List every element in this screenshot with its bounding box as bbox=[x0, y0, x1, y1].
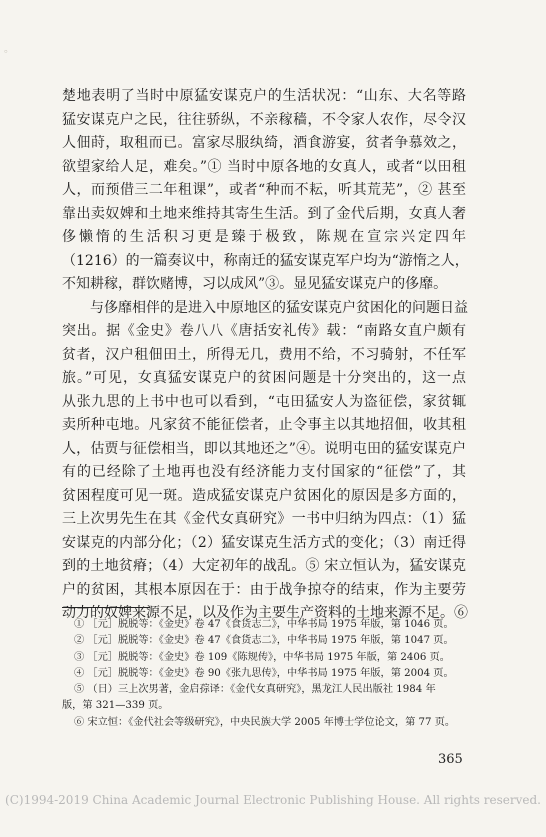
body-line: 侈懒惰的生活积习更是臻于极致，陈规在宣宗兴定四年 bbox=[62, 229, 466, 245]
footnote-divider bbox=[62, 607, 150, 608]
footnote: ⑥ 宋立恒：《金代社会等级研究》，中央民族大学 2005 年博士学位论文，第 77 页。 bbox=[74, 716, 456, 728]
body-line: 不知耕稼，群饮赌博，习以成风”③。显见猛安谋克户的侈靡。 bbox=[62, 276, 448, 292]
body-line: 户的贫困，其根本原因在于：由于战争掠夺的结束，作为主要劳 bbox=[62, 581, 466, 598]
footnote: ④ ［元］脱脱等：《金史》卷 90《张九思传》，中华书局 1975 年版，第 2004 页。 bbox=[74, 667, 454, 679]
body-line: 贫者，汉户租佃田土，所得无几，费用不给，不习骑射，不任军 bbox=[62, 346, 466, 363]
body-line: 动力的奴婢来源不足，以及作为主要生产资料的土地来源不足。⑥ bbox=[62, 605, 468, 621]
body-line: 与侈靡相伴的是进入中原地区的猛安谋克户贫困化的问题日益 bbox=[90, 299, 468, 316]
body-line: 有的已经除了土地再也没有经济能力支付国家的“征偿”了，其 bbox=[62, 464, 466, 480]
body-line: 楚地表明了当时中原猛安谋克户的生活状况：“山东、大名等路 bbox=[62, 88, 466, 104]
body-line: 贫困程度可见一斑。造成猛安谋克户贫困化的原因是多方面的， bbox=[62, 487, 466, 504]
body-text bbox=[62, 85, 469, 626]
page-number: 365 bbox=[438, 752, 463, 767]
footnote: ⑤ （日）三上次男著，金启孮译：《金代女真研究》，黑龙江人民出版社 1984 年 bbox=[74, 684, 436, 696]
body-line: 人佃莳，取租而已。富家尽服纨绮，酒食游宴，贫者争慕效之， bbox=[62, 135, 466, 151]
body-line: 人，而预借三二年租课”，或者“种而不耘，听其荒芜”，② 甚至 bbox=[62, 182, 466, 198]
body-line: 从张九思的上书中也可以看到，“屯田猛安人为盗征偿，家贫辄 bbox=[62, 393, 466, 410]
footnote: ③ ［元］脱脱等：《金史》卷 109《陈规传》，中华书局 1975 年版，第 2406 页。 bbox=[74, 651, 450, 663]
body-line: 安谋克的内部分化；（2）猛安谋克生活方式的变化；（3）南迁得 bbox=[62, 534, 466, 551]
body-line: （1216）的一篇奏议中，称南迁的猛安谋克军户均为“游惰之人， bbox=[62, 252, 469, 269]
body-line: 猛安谋克户之民，往往骄纵，不亲稼穑，不令家人农作，尽令汉 bbox=[62, 111, 466, 128]
margin-mark: 。 bbox=[4, 44, 14, 55]
copyright-notice: (C)1994-2019 China Academic Journal Electronic Publishing House. All rights reserved. bbox=[5, 793, 541, 807]
body-line: 旅。”可见，女真猛安谋克户的贫困问题是十分突出的，这一点 bbox=[62, 370, 466, 386]
body-line: 到的土地贫瘠；（4）大定初年的战乱。⑤ 宋立恒认为，猛安谋克 bbox=[62, 558, 466, 574]
body-line: 卖所种屯地。凡家贫不能征偿者，止令事主以其地招佃，收其租 bbox=[62, 417, 466, 433]
body-line: 突出。据《金史》卷八八《唐括安礼传》载：“南路女直户颇有 bbox=[62, 323, 466, 339]
body-line: 三上次男先生在其《金代女真研究》一书中归纳为四点：（1）猛 bbox=[62, 511, 466, 527]
footnotes bbox=[62, 617, 466, 731]
body-line: 欲望家给人足，难矣。”① 当时中原各地的女真人，或者“以田租 bbox=[62, 158, 466, 175]
body-line: 人，估贾与征偿相当，即以其地还之”④。说明屯田的猛安谋克户 bbox=[62, 440, 466, 457]
footnote: ① ［元］脱脱等：《金史》卷 47《食货志二》，中华书局 1975 年版，第 1046 页。 bbox=[74, 619, 454, 630]
footnote: ② ［元］脱脱等：《金史》卷 47《食货志二》，中华书局 1975 年版，第 1047 页。 bbox=[74, 635, 454, 647]
body-line: 靠出卖奴婢和土地来维持其寄生生活。到了金代后期，女真人奢 bbox=[62, 205, 466, 222]
footnote-continuation: 版，第 321—339 页。 bbox=[62, 700, 169, 712]
